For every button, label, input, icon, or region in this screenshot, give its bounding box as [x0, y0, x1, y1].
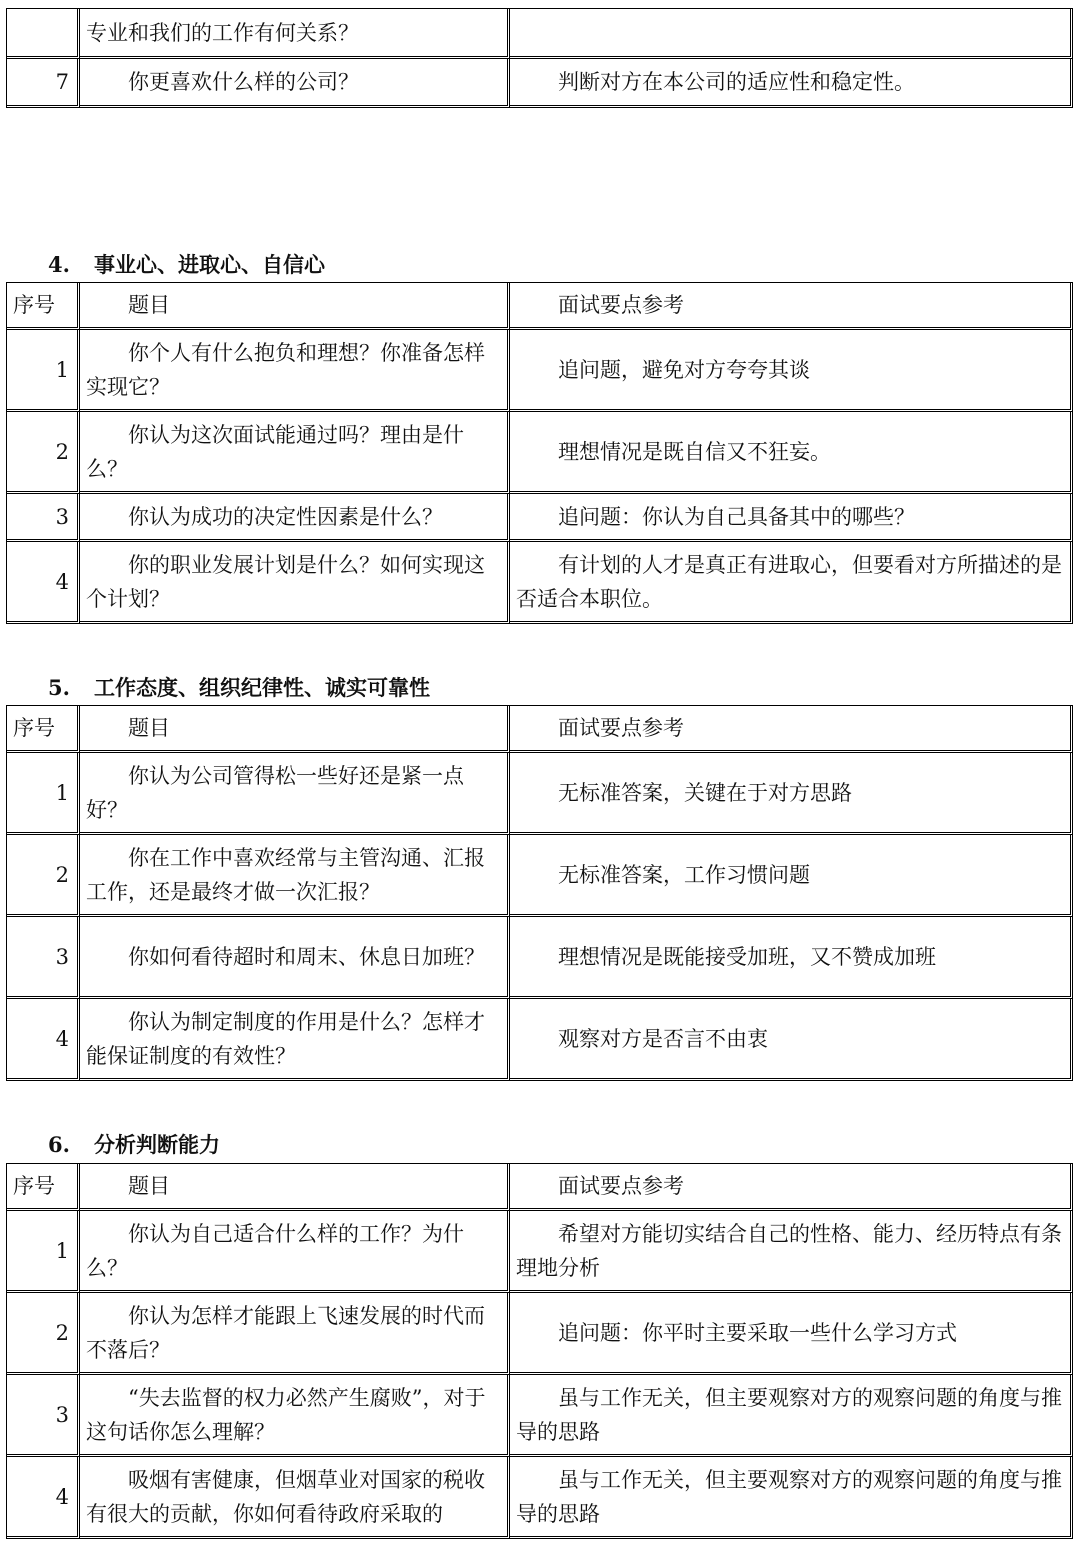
section-heading	[48, 1129, 220, 1159]
table-header-row	[7, 283, 1073, 330]
header-point: 面试要点参考	[510, 706, 1073, 753]
section-title: 工作态度、组织纪律性、诚实可靠性	[94, 675, 430, 700]
row-number: 3	[7, 1375, 80, 1457]
row-number: 2	[7, 1293, 80, 1375]
row-point: 判断对方在本公司的适应性和稳定性。	[510, 59, 1073, 108]
table-row	[7, 917, 1073, 999]
table-row	[7, 9, 1073, 59]
header-point: 面试要点参考	[510, 283, 1073, 330]
row-question: 你如何看待超时和周末、休息日加班？	[80, 917, 510, 999]
table-top	[6, 8, 1073, 108]
row-question: 吸烟有害健康，但烟草业对国家的税收有很大的贡献，你如何看待政府采取的	[80, 1457, 510, 1539]
section-title: 事业心、进取心、自信心	[94, 252, 325, 277]
table-row	[7, 542, 1073, 624]
row-question: 你认为自己适合什么样的工作？为什么？	[80, 1211, 510, 1293]
header-question: 题目	[80, 706, 510, 753]
row-number: 1	[7, 753, 80, 835]
table-row	[7, 1375, 1073, 1457]
section-heading	[48, 672, 430, 702]
row-number: 1	[7, 330, 80, 412]
row-number: 3	[7, 917, 80, 999]
row-point: 无标准答案，关键在于对方思路	[510, 753, 1073, 835]
row-number: 2	[7, 835, 80, 917]
header-number: 序号	[7, 283, 80, 330]
table-row	[7, 1211, 1073, 1293]
section-heading	[48, 249, 325, 279]
header-question: 题目	[80, 283, 510, 330]
row-number: 4	[7, 1457, 80, 1539]
header-question: 题目	[80, 1164, 510, 1211]
row-point: 希望对方能切实结合自己的性格、能力、经历特点有条理地分析	[510, 1211, 1073, 1293]
table-row	[7, 1293, 1073, 1375]
row-question: 你个人有什么抱负和理想？你准备怎样实现它？	[80, 330, 510, 412]
row-point	[510, 9, 1073, 59]
table-row	[7, 835, 1073, 917]
row-number: 3	[7, 494, 80, 542]
row-number: 2	[7, 412, 80, 494]
table-header-row	[7, 1164, 1073, 1211]
row-point: 虽与工作无关，但主要观察对方的观察问题的角度与推导的思路	[510, 1457, 1073, 1539]
table-header-row	[7, 706, 1073, 753]
section-number: 5.	[48, 675, 70, 700]
row-point: 理想情况是既能接受加班，又不赞成加班	[510, 917, 1073, 999]
table-section-5	[6, 705, 1073, 1081]
row-number: 1	[7, 1211, 80, 1293]
row-question: 你认为制定制度的作用是什么？怎样才能保证制度的有效性？	[80, 999, 510, 1081]
row-number: 7	[7, 59, 80, 108]
table-row	[7, 412, 1073, 494]
row-point: 理想情况是既自信又不狂妄。	[510, 412, 1073, 494]
table-row	[7, 59, 1073, 108]
table-row	[7, 1457, 1073, 1539]
row-point: 追问题：你认为自己具备其中的哪些？	[510, 494, 1073, 542]
row-question: 你的职业发展计划是什么？如何实现这个计划？	[80, 542, 510, 624]
section-number: 4.	[48, 252, 70, 277]
row-point: 有计划的人才是真正有进取心，但要看对方所描述的是否适合本职位。	[510, 542, 1073, 624]
row-point: 无标准答案，工作习惯问题	[510, 835, 1073, 917]
row-point: 追问题：你平时主要采取一些什么学习方式	[510, 1293, 1073, 1375]
header-number: 序号	[7, 1164, 80, 1211]
row-question: 你认为公司管得松一些好还是紧一点好？	[80, 753, 510, 835]
table-section-4	[6, 282, 1073, 624]
section-number: 6.	[48, 1132, 70, 1157]
row-question: 你认为这次面试能通过吗？理由是什么？	[80, 412, 510, 494]
row-question: 你更喜欢什么样的公司？	[80, 59, 510, 108]
row-point: 追问题，避免对方夸夸其谈	[510, 330, 1073, 412]
row-question: “失去监督的权力必然产生腐败”，对于这句话你怎么理解？	[80, 1375, 510, 1457]
row-number: 4	[7, 542, 80, 624]
row-point: 虽与工作无关，但主要观察对方的观察问题的角度与推导的思路	[510, 1375, 1073, 1457]
row-point: 观察对方是否言不由衷	[510, 999, 1073, 1081]
table-row	[7, 330, 1073, 412]
table-row	[7, 494, 1073, 542]
row-question: 你认为成功的决定性因素是什么？	[80, 494, 510, 542]
table-row	[7, 753, 1073, 835]
row-question: 你在工作中喜欢经常与主管沟通、汇报工作，还是最终才做一次汇报？	[80, 835, 510, 917]
row-question: 专业和我们的工作有何关系？	[80, 9, 510, 59]
row-question: 你认为怎样才能跟上飞速发展的时代而不落后？	[80, 1293, 510, 1375]
table-row	[7, 999, 1073, 1081]
row-number: 4	[7, 999, 80, 1081]
row-number	[7, 9, 80, 59]
header-point: 面试要点参考	[510, 1164, 1073, 1211]
section-title: 分析判断能力	[94, 1132, 220, 1157]
table-section-6	[6, 1163, 1073, 1539]
header-number: 序号	[7, 706, 80, 753]
